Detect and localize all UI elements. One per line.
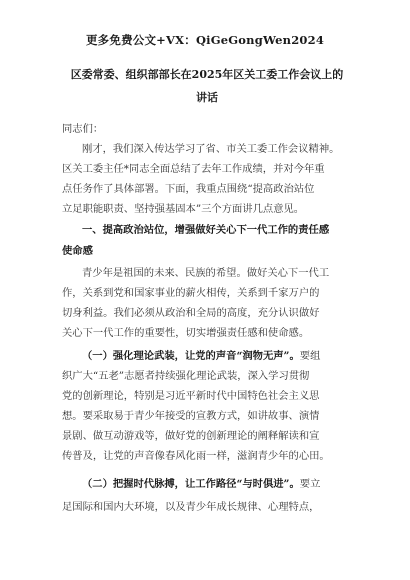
paragraph-line: 党的创新理论，特别是习近平新时代中国特色社会主义思: [62, 390, 320, 402]
paragraph-line: 区关工委主任*同志全面总结了去年工作成绩，并对今年重: [62, 163, 325, 175]
salutation: 同志们：: [62, 123, 104, 135]
subsection-heading-2: （二）把握时代脉搏，让工作路径“与时俱进”。: [82, 478, 300, 490]
subsection-line: [82, 349, 362, 363]
paragraph-line: 景剧、做互动游戏等，做好党的创新理论的阐释解读和宣: [62, 430, 320, 442]
paragraph-line: 织广大“五老”志愿者持续强化理论武装，深入学习贯彻: [62, 370, 310, 382]
paragraph-fragment: 要组: [299, 350, 321, 362]
paragraph-line: 关心下一代工作的重要性，切实增强责任感和使命感。: [62, 327, 310, 339]
paragraph-line: 刚才，我们深入传达学习了省、市关工委工作会议精神。: [82, 143, 340, 155]
subsection-heading-1: （一）强化理论武装，让党的声音“润物无声”。: [82, 350, 300, 362]
watermark-header: 更多免费公文+VX：QiGeGongWen2024: [85, 33, 325, 47]
paragraph-line: 立足职能职责、坚持强基固本”三个方面讲几点意见。: [62, 203, 305, 215]
paragraph-fragment: 要立: [299, 478, 321, 490]
paragraph-line: 想。要采取易于青少年接受的宣教方式，如讲故事、演情: [62, 410, 320, 422]
subsection-line: [82, 477, 362, 491]
section-heading-1: 一、提高政治站位，增强做好关心下一代工作的责任感: [82, 224, 330, 236]
paragraph-line: 点任务作了具体部署。下面，我重点围绕“提高政治站位: [62, 183, 315, 195]
paragraph-line: 足国际和国内大环境，以及青少年成长规律、心理特点，: [62, 501, 320, 513]
paragraph-line: 传普及，让党的声音像春风化雨一样，滋润青少年的心田。: [62, 450, 330, 462]
paragraph-line: 青少年是祖国的未来、民族的希望。做好关心下一代工: [82, 267, 330, 279]
section-heading-1-cont: 使命感: [62, 245, 93, 257]
paragraph-line: 作，关系到党和国家事业的薪火相传，关系到千家万户的: [62, 287, 320, 299]
document-title: 区委常委、组织部部长在2025年区关工委工作会议上的讲话: [70, 68, 344, 104]
paragraph-line: 切身利益。我们必须从政治和全局的高度，充分认识做好: [62, 307, 320, 319]
